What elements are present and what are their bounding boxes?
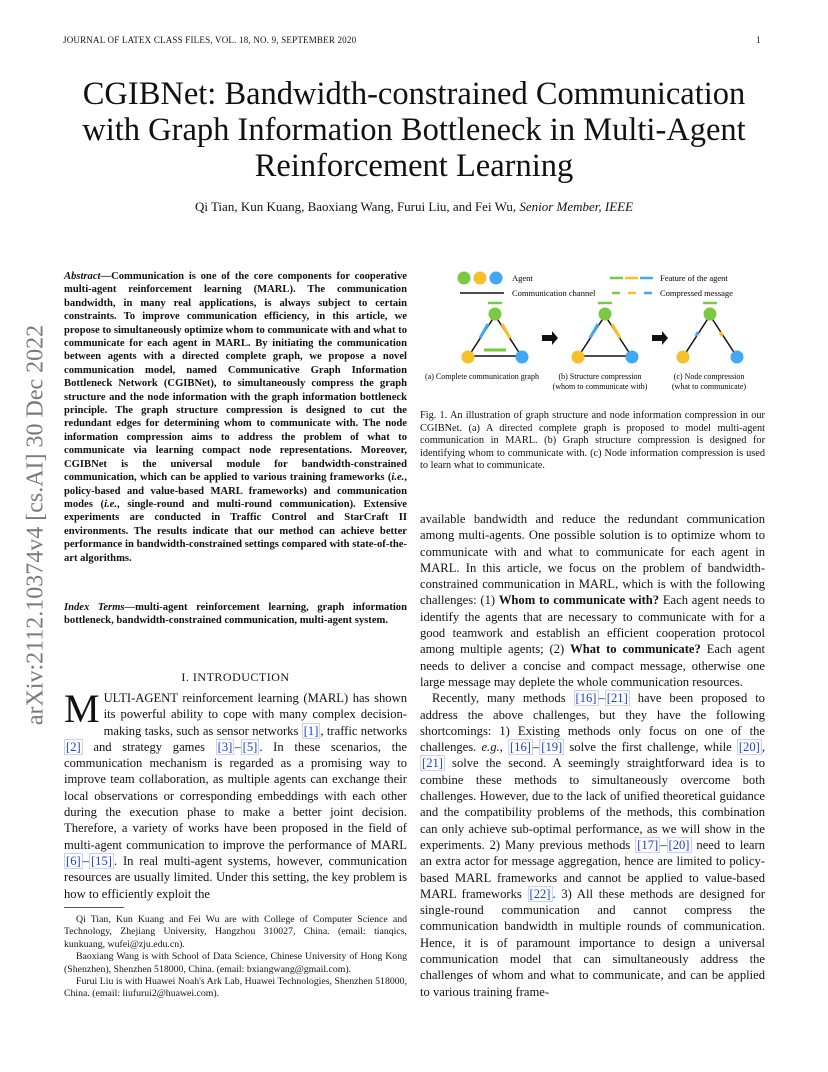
legend-agent-label: Agent — [512, 273, 533, 283]
abstract-label: Abstract — [64, 271, 101, 282]
citation-link[interactable]: [2] — [66, 739, 81, 754]
arrow-icon — [652, 331, 668, 345]
subfigure-c-graph — [677, 303, 744, 364]
page-number: 1 — [756, 35, 761, 45]
citation-link[interactable]: [17] — [637, 837, 659, 852]
intro-text: , traffic networks — [320, 723, 407, 738]
footnote-rule — [64, 907, 124, 908]
citation-link[interactable]: [21] — [422, 756, 443, 771]
abstract-ie: i.e. — [104, 498, 118, 510]
intro-text: . In real multi-agent systems, however, communication resources are usually limited. Under this setting, the key problem is how to efficiently exploit the — [64, 853, 407, 901]
citation-link[interactable]: [16] — [575, 691, 597, 706]
right-column-text — [420, 511, 765, 1000]
intro-text: ULTI-AGENT reinforcement learning (MARL) has shown its powerful ability to cope with many complex decision-making tasks, such as sensor networks — [103, 691, 407, 738]
footnote: Qi Tian, Kun Kuang and Fei Wu are with College of Computer Science and Technology, Zhejiang University, Hangzhou 310027, China. (email: tianqics, kunkuang, wufei@zju.edu.cn). — [64, 914, 407, 950]
intro-text: . In these scenarios, the communication mechanism is regarded as a promising way to improve team collaboration, as multiple agents can exchange their local observations or corresponding embeddings with each other during the execution phase to make a better joint decision. Therefore, a variety of works have been proposed in the field of multi-agent communication to improve the performance of MARL — [64, 739, 407, 852]
legend-channel-label: Communication channel — [512, 288, 596, 298]
legend-compressed-label: Compressed message — [660, 288, 733, 298]
legend-agent-icons — [458, 272, 503, 285]
author-names: Qi Tian, Kun Kuang, Baoxiang Wang, Furui Liu, and Fei Wu, — [194, 199, 520, 214]
body-text: . 3) All these methods are designed for single-round communication and cannot compress the communication bandwidth in multiple rounds of communication. Hence, it is of paramount importance to design a universal communication model that can simultaneously address the challenges of whom and what to communicate, and can be applied to various training frame- — [420, 886, 765, 999]
author-membership: Senior Member, IEEE — [519, 199, 634, 214]
subfigure-c-sublabel: (what to communicate) — [671, 382, 747, 391]
subfigure-b-label: (b) Structure compression — [558, 372, 642, 381]
body-text: , — [761, 740, 765, 755]
body-text: – — [532, 740, 540, 755]
paper-title: CGIBNet: Bandwidth-constrained Communication with Graph Information Bottleneck in Multi-Agent Reinforcement Learning — [82, 76, 746, 184]
subfigure-b-graph — [572, 303, 639, 364]
drop-cap: M — [64, 686, 100, 731]
arrow-icon — [542, 331, 558, 345]
body-bold: What to communicate? — [570, 642, 701, 657]
abstract-text: , policy-based and value-based MARL frameworks) and communication modes ( — [64, 472, 407, 510]
abstract-ie: i.e. — [391, 472, 405, 484]
citation-link[interactable]: [21] — [606, 691, 628, 706]
abstract — [64, 270, 407, 565]
citation-link[interactable]: [20] — [668, 837, 690, 852]
figure-caption: Fig. 1. An illustration of graph structure and node information compression in our CGIBNet. (a) A directed complete graph is proposed to model multi-agent communication in MARL. (b) Graph structure compression is designed for identifying whom to communicate with. (c) Node information compression is used to learn what to communicate. — [420, 410, 765, 472]
body-text: Each agent needs to identify the agents that are necessary to communicate with for a good teamwork and establish an efficient cooperation protocol among multiple agents; (2) — [420, 593, 765, 657]
arxiv-id-text: arXiv:2112.10374v4 [cs.AI] 30 Dec 2022 — [22, 324, 49, 726]
body-text: – — [598, 691, 605, 706]
author-list — [60, 199, 768, 215]
running-header: JOURNAL OF LATEX CLASS FILES, VOL. 18, NO. 9, SEPTEMBER 2020 — [63, 35, 357, 45]
abstract-text: —Communication is one of the core components for cooperative multi-agent reinforcement learning (MARL). The communication bandwidth, in many real applications, is always subject to certain constraints. To improve communication efficiency, in this article, we propose to simultaneously optimize whom to communicate with and what to communicate for each agent in MARL. By initiating the communication between agents with a directed complete graph, we propose a novel communication model, named Communicative Graph Information Bottleneck Network (CGIBNet), to simultaneously compress the graph structure and the node information with the graph information bottleneck principle. The graph structure compression is designed to cut the redundant edges for determining whom to communicate with. The node information compression aims to address the problem of what to communicate via learning compact node representations. Moreover, CGIBNet is the universal module for bandwidth-constrained communication, which can be applied to various training frameworks ( — [64, 271, 407, 484]
arxiv-watermark — [6, 290, 66, 760]
citation-link[interactable]: [1] — [303, 723, 319, 738]
citation-link[interactable]: [15] — [90, 853, 112, 868]
citation-link[interactable]: [20] — [738, 740, 760, 755]
body-text: available bandwidth and reduce the redundant communication among multi-agents. One possible solution is to optimize whom to communicate with and what to communicate for each agent in MARL. In this article, we focus on the problem of bandwidth-constrained communication in MARL, which is with the following challenges: (1) — [420, 512, 765, 608]
paragraph — [420, 511, 765, 690]
subfigure-c-label: (c) Node compression — [673, 372, 745, 381]
subfigure-b-sublabel: (whom to communicate with) — [552, 382, 648, 391]
figure-1-diagram — [420, 262, 765, 400]
body-text: need to learn an extra actor for message aggregation, hence are limited to policy-based MARL frameworks and cannot be applied to value-based MARL frameworks — [420, 837, 766, 901]
citation-link[interactable]: [22] — [529, 886, 551, 901]
footnote: Furui Liu is with Huawei Noah's Ark Lab, Huawei Technologies, Shenzhen 518000, China. (email: liufurui2@huawei.com). — [64, 976, 407, 1000]
abstract-text: , single-round and multi-round communication). Extensive experiments are conducted in Traffic Control and StarCraft II environments. The results indicate that our method can achieve better performance in bandwidth-constrained settings compared with state-of-the-art algorithms. — [64, 498, 407, 564]
citation-link[interactable]: [19] — [541, 740, 563, 755]
body-text: – — [660, 837, 667, 852]
citation-link[interactable]: [16] — [509, 740, 531, 755]
intro-text: – — [82, 853, 89, 868]
body-text: solve the second. A seemingly straightforward idea is to combine these methods to simultaneously overcome both challenges. However, due to the lack of unified theoretical guidance and the compatibility problems of the methods, this combination can only achieve sub-optimal performance, as we will show in the experiments. 2) Many previous methods — [420, 756, 765, 852]
index-terms — [64, 601, 407, 628]
citation-link[interactable]: [6] — [66, 853, 81, 868]
body-text: , — [499, 740, 508, 755]
body-text: Each agent needs to deliver a concise and compact message, otherwise one large message may deplete the whole communication resources. — [420, 642, 766, 689]
subfigure-a-label: (a) Complete communication graph — [425, 372, 539, 381]
intro-text: and strategy games — [82, 739, 216, 754]
body-text: Recently, many methods — [432, 691, 574, 706]
legend-feature-label: Feature of the agent — [660, 273, 728, 283]
intro-paragraph — [64, 686, 407, 902]
body-text: solve the first challenge, while — [564, 740, 737, 755]
figure-1 — [420, 262, 765, 400]
body-italic: e.g. — [481, 740, 500, 755]
index-terms-label: Index Terms — [64, 602, 125, 613]
intro-text: – — [234, 739, 241, 754]
section-heading: I. INTRODUCTION — [181, 670, 290, 684]
index-terms-text: —multi-agent reinforcement learning, graph information bottleneck, bandwidth-constrained communication, multi-agent system. — [64, 602, 407, 627]
subfigure-a-graph — [462, 303, 529, 364]
body-text: have been proposed to address the above challenges, but they have the following shortcomings: 1) Existing methods only focus on one of the challenges. — [420, 691, 765, 755]
citation-link[interactable]: [5] — [242, 739, 258, 754]
footnote: Baoxiang Wang is with School of Data Science, Chinese University of Hong Kong (Shenzhen), Shenzhen 518000, China. (email: bxiangwang@gmail.com). — [64, 951, 407, 975]
citation-link[interactable]: [3] — [217, 739, 233, 754]
paragraph — [420, 690, 765, 1000]
body-bold: Whom to communicate with? — [498, 593, 660, 608]
footnotes — [64, 914, 407, 1001]
